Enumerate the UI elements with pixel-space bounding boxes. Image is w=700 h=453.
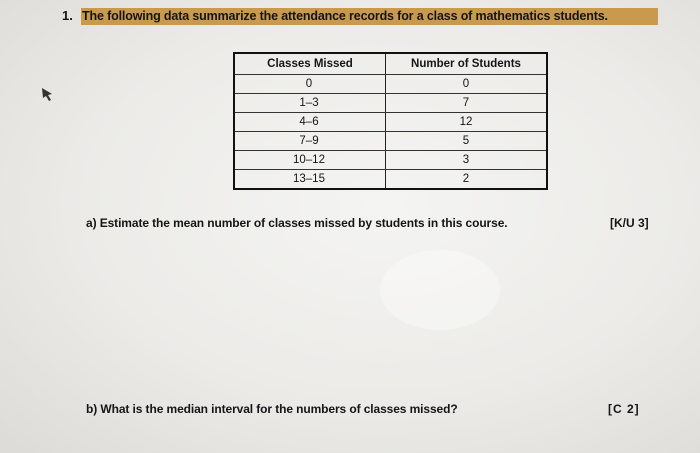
question-number: 1. <box>62 8 73 23</box>
classes-missed-cell: 7–9 <box>234 132 386 151</box>
question-title: The following data summarize the attendance records for a class of mathematics students. <box>81 8 658 25</box>
number-of-students-cell: 3 <box>386 151 548 170</box>
number-of-students-cell: 2 <box>386 170 548 190</box>
classes-missed-cell: 1–3 <box>234 94 386 113</box>
header-number-of-students: Number of Students <box>386 53 548 75</box>
classes-missed-cell: 0 <box>234 75 386 94</box>
table-row <box>234 170 547 190</box>
part-b-question: b) What is the median interval for the numbers of classes missed? <box>86 402 458 416</box>
table-header-row <box>234 53 547 75</box>
table-row <box>234 132 547 151</box>
table-row <box>234 94 547 113</box>
classes-missed-cell: 10–12 <box>234 151 386 170</box>
number-of-students-cell: 7 <box>386 94 548 113</box>
mouse-cursor-icon <box>40 86 56 102</box>
classes-missed-cell: 13–15 <box>234 170 386 190</box>
part-b-marks: [C 2] <box>608 402 640 416</box>
part-a-marks: [K/U 3] <box>610 216 649 230</box>
classes-missed-cell: 4–6 <box>234 113 386 132</box>
number-of-students-cell: 0 <box>386 75 548 94</box>
table-row <box>234 151 547 170</box>
part-a-question: a) Estimate the mean number of classes missed by students in this course. <box>86 216 508 230</box>
header-classes-missed: Classes Missed <box>234 53 386 75</box>
table-row <box>234 75 547 94</box>
paper-glare <box>380 250 500 330</box>
number-of-students-cell: 5 <box>386 132 548 151</box>
number-of-students-cell: 12 <box>386 113 548 132</box>
attendance-table <box>233 52 548 190</box>
table-row <box>234 113 547 132</box>
